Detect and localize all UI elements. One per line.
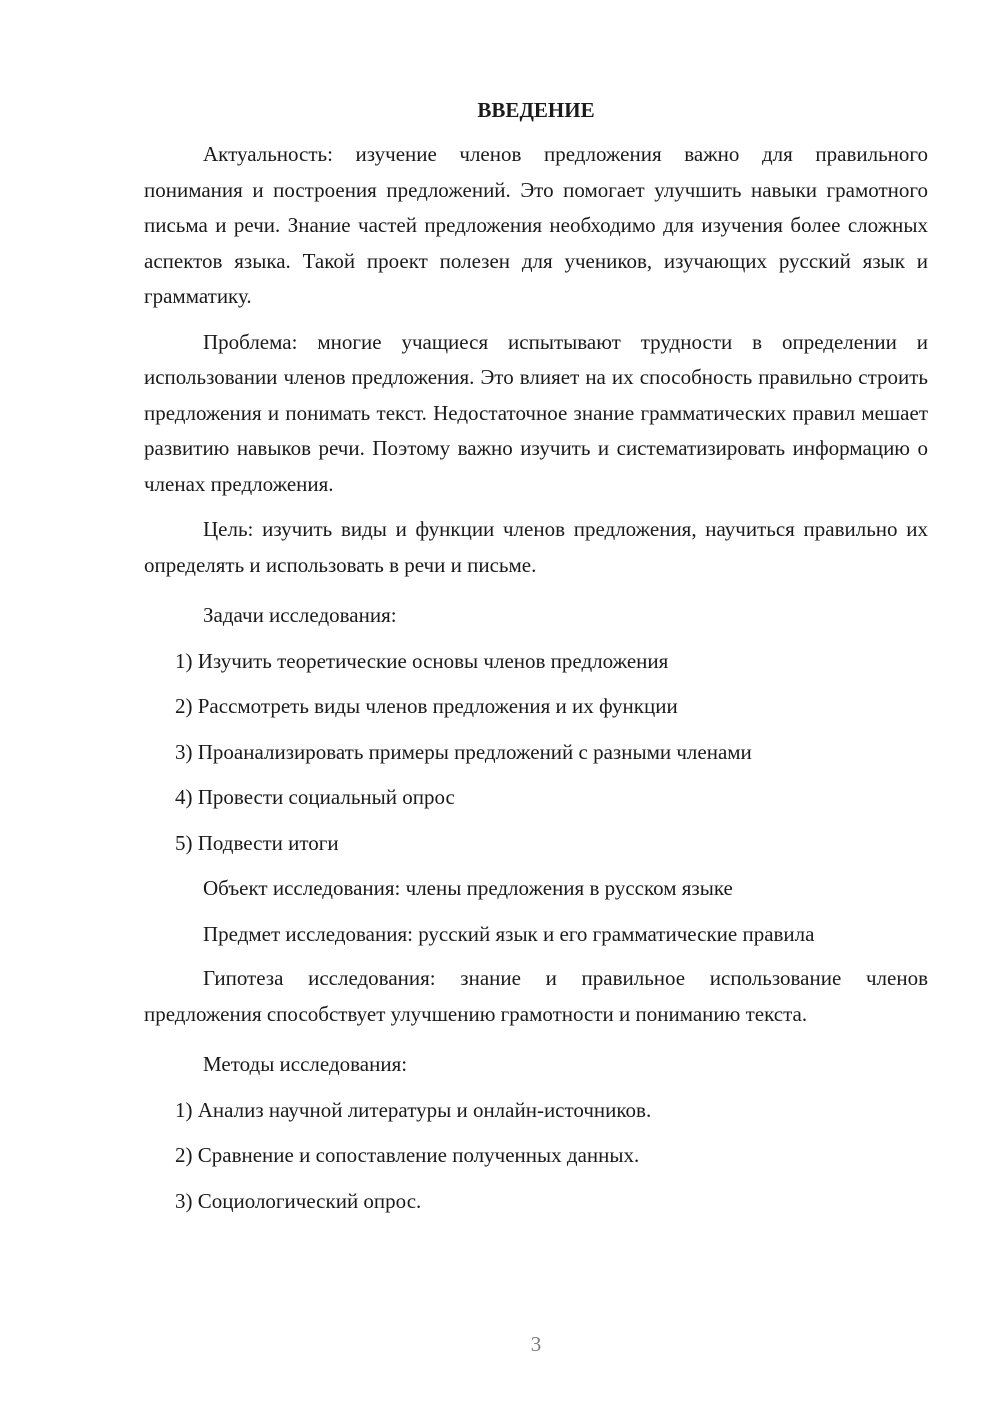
method-item: 1) Анализ научной литературы и онлайн-источников. [175, 1097, 652, 1122]
method-item: 3) Социологический опрос. [175, 1188, 422, 1213]
subject-line: Предмет исследования: русский язык и его грамматические правила [203, 921, 815, 946]
tasks-title: Задачи исследования: [203, 603, 397, 627]
task-item: 2) Рассмотреть виды членов предложения и их функции [175, 694, 678, 718]
task-item: 5) Подвести итоги [175, 830, 339, 855]
goal-paragraph: Цель: изучить виды и функции членов предложения, научиться правильно их определять и использовать в речи и письме. [144, 517, 928, 577]
object-line: Объект исследования: члены предложения в русском языке [203, 876, 733, 900]
task-item: 3) Проанализировать примеры предложений с разными членами [175, 739, 752, 764]
method-item: 2) Сравнение и сопоставление полученных данных. [175, 1143, 640, 1167]
task-item: 1) Изучить теоретические основы членов предложения [175, 648, 669, 673]
relevance-paragraph: Актуальность: изучение членов предложения важно для правильного понимания и построения предложений. Это помогает улучшить навыки грамотного письма и речи. Знание частей предложения необходимо для изучения более сложных аспектов языка. Такой проект полезен для учеников, изучающих русский язык и грамматику. [144, 142, 928, 308]
problem-paragraph: Проблема: многие учащиеся испытывают трудности в определении и использовании членов предложения. Это влияет на их способность правильно строить предложения и понимать текст. Недостаточное знание грамматических правил мешает развитию навыков речи. Поэтому важно изучить и систематизировать информацию о членах предложения. [144, 329, 928, 496]
page-title: ВВЕДЕНИЕ [477, 98, 595, 122]
hypothesis-paragraph: Гипотеза исследования: знание и правильное использование членов предложения способствует улучшению грамотности и пониманию текста. [144, 966, 928, 1026]
task-item: 4) Провести социальный опрос [175, 785, 455, 809]
page-number: 3 [530, 1332, 542, 1356]
document-page [144, 95, 928, 1224]
methods-title: Методы исследования: [203, 1052, 408, 1076]
